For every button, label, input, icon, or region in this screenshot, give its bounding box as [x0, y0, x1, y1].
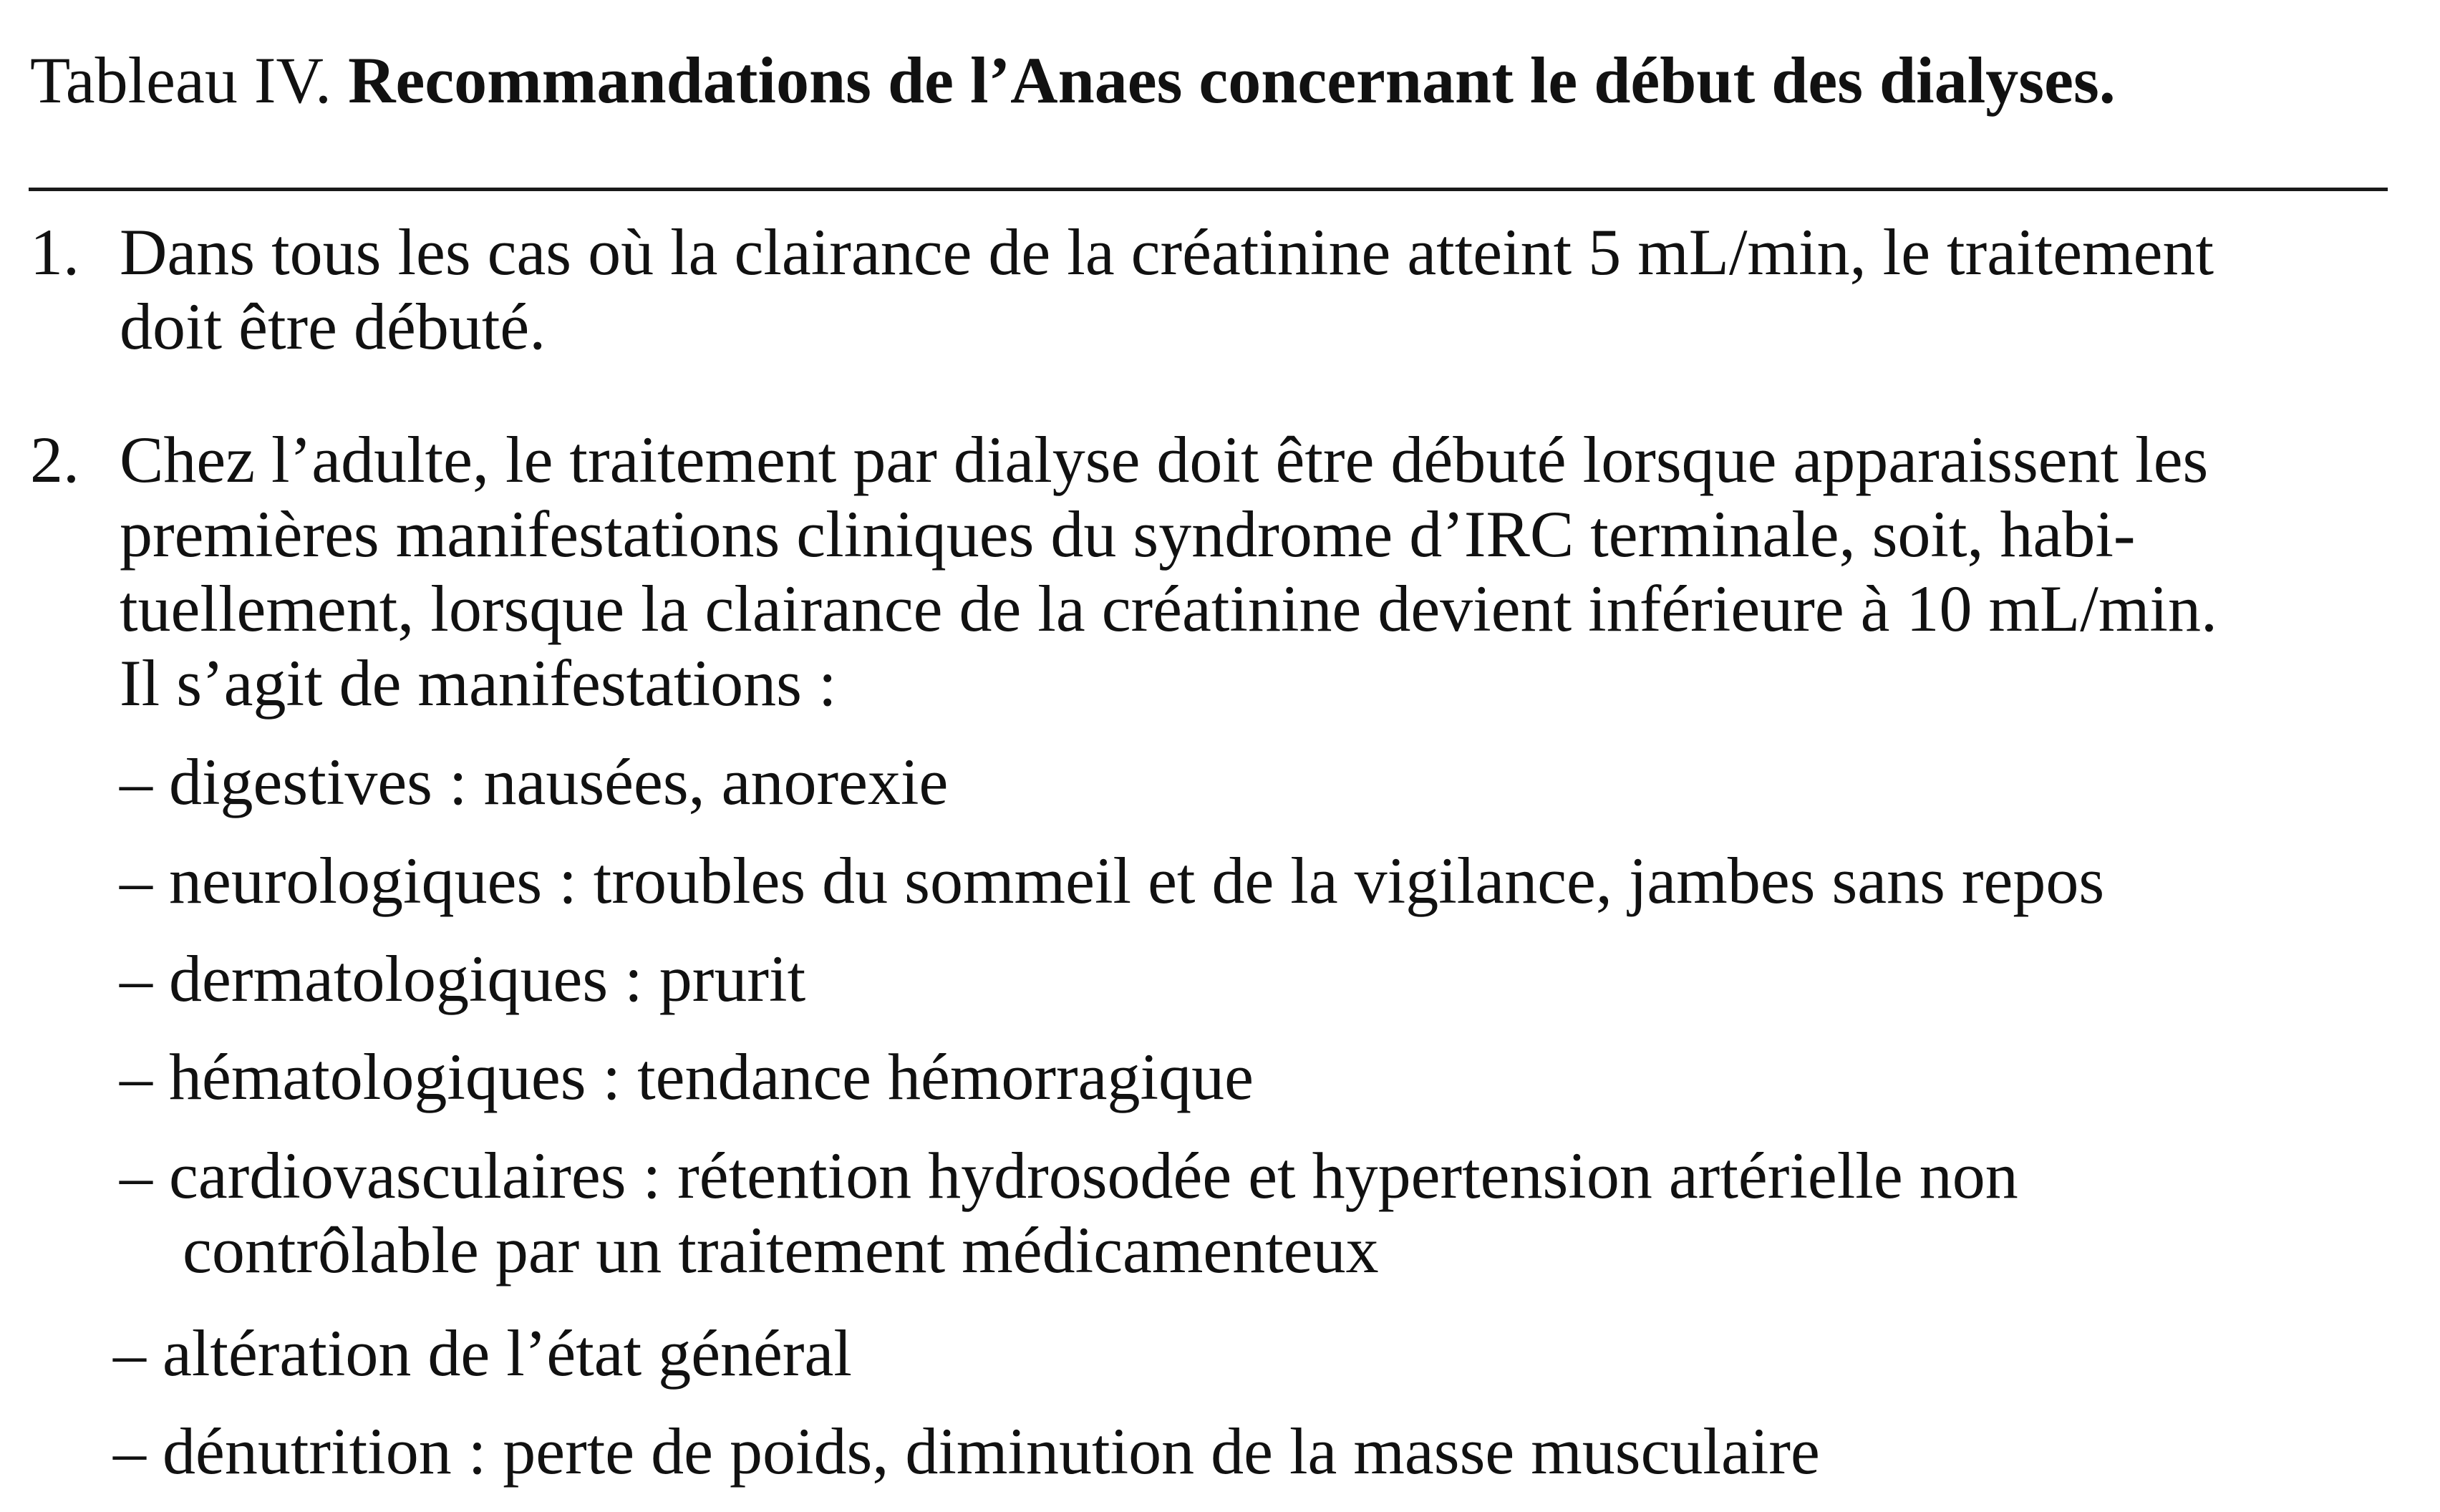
manifestation-undernutrition [113, 1414, 1820, 1488]
list-item: – hématologiques : tendance hémorragique [120, 1040, 1254, 1113]
list-item: – altération de l’état général [113, 1317, 852, 1390]
list-item: – digestives : nausées, anorexie [120, 745, 949, 818]
list-item: – dénutrition : perte de poids, diminution de la masse musculaire [113, 1415, 1820, 1488]
list-item: – neurologiques : troubles du sommeil et de la vigilance, jambes sans repos [120, 844, 2105, 917]
list-item: – cardiovasculaires : rétention hydrosodée et hypertension artérielle non [120, 1139, 2018, 1212]
manifestation-cardiovascular [120, 1138, 2018, 1287]
text-line: Chez l’adulte, le traitement par dialyse doit être débuté lorsque apparaissent les [120, 423, 2209, 496]
manifestation-general-state [113, 1316, 852, 1390]
recommendation-number: 1. [30, 215, 79, 289]
text-line: tuellement, lorsque la clairance de la créatinine devient inférieure à 10 mL/min. [120, 572, 2217, 645]
recommendation-text [120, 215, 2411, 364]
manifestation-neurologic [120, 843, 2104, 918]
table-title [30, 37, 2116, 123]
recommendation-text [120, 422, 2411, 720]
text-line: doit être débuté. [120, 290, 546, 363]
title-divider [29, 188, 2388, 191]
table-label: Tableau IV. [30, 44, 332, 117]
text-line: Dans tous les cas où la clairance de la créatinine atteint 5 mL/min, le traitement [120, 215, 2214, 289]
manifestation-digestive [120, 745, 948, 819]
table-heading: Recommandations de l’Anaes concernant le début des dialyses. [348, 44, 2116, 117]
text-line: premières manifestations cliniques du syndrome d’IRC terminale, soit, habi- [120, 498, 2136, 571]
manifestation-hematologic [120, 1040, 1254, 1114]
list-item-continuation: contrôlable par un traitement médicamenteux [183, 1213, 1379, 1286]
text-line: Il s’agit de manifestations : [120, 646, 837, 719]
manifestation-dermatologic [120, 941, 805, 1016]
recommendation-number: 2. [30, 423, 79, 496]
list-item: – dermatologiques : prurit [120, 942, 806, 1015]
